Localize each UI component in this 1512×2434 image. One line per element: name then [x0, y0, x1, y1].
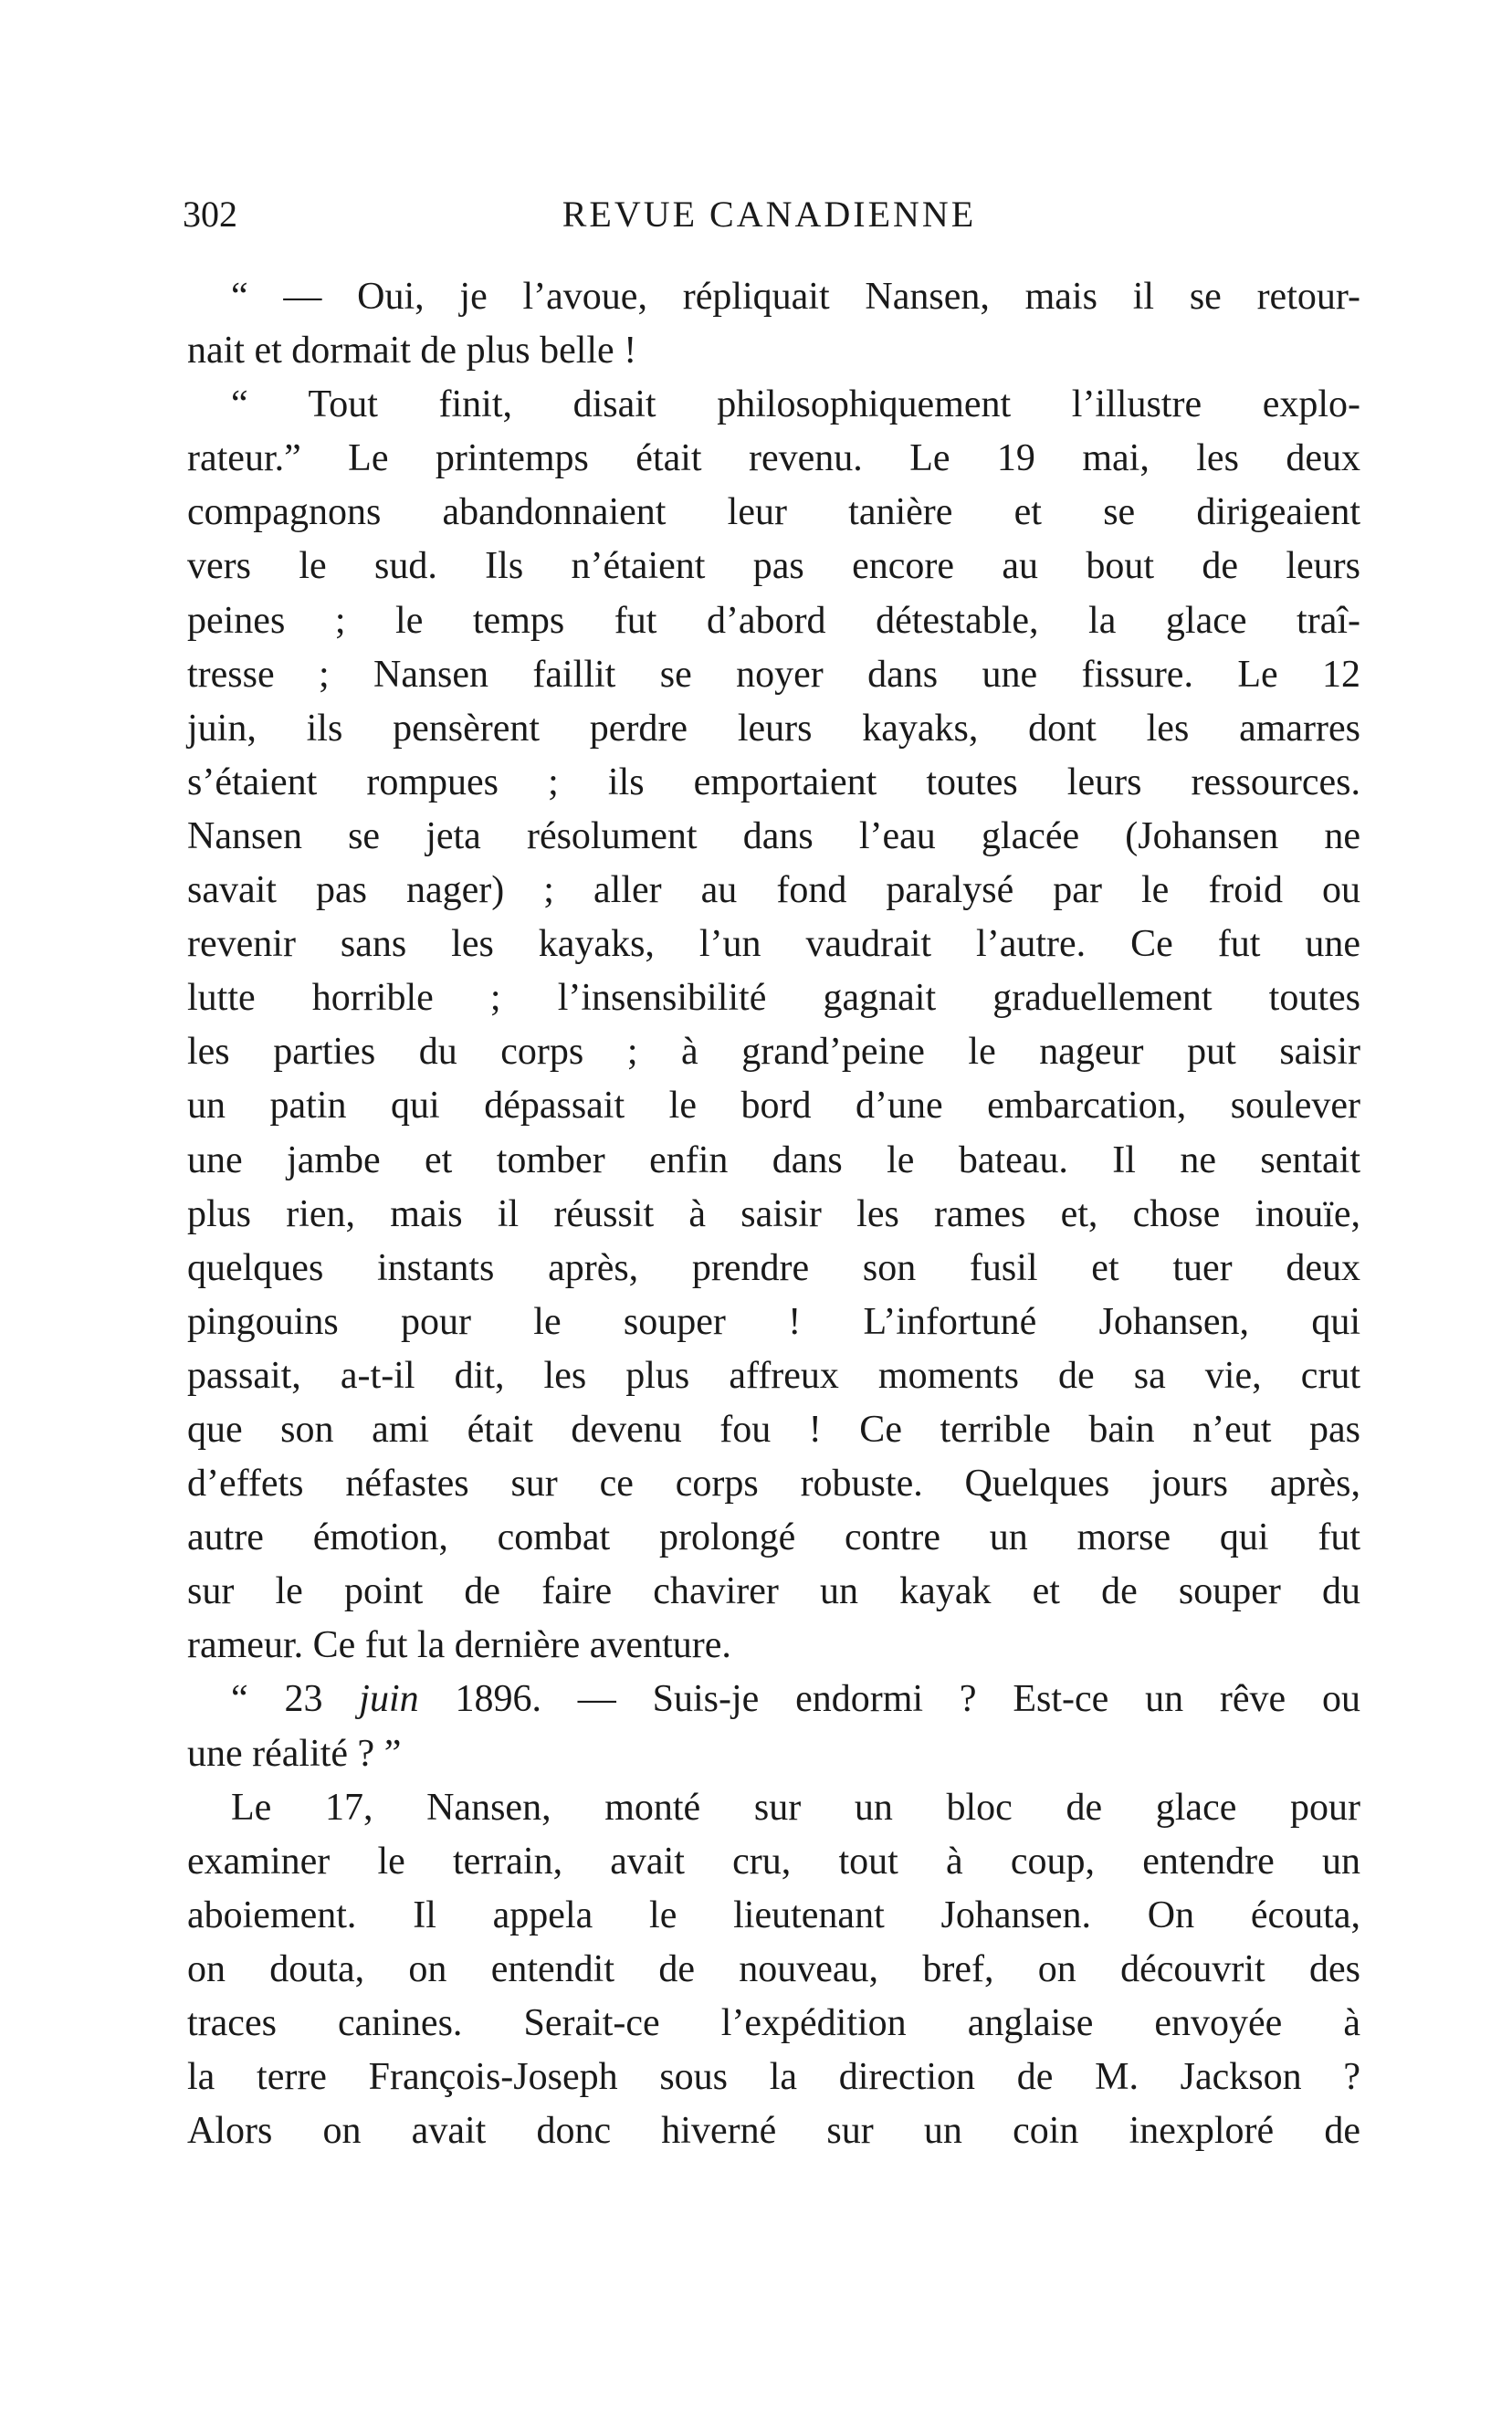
- text-line: vers le sud. Ils n’étaient pas encore au bout de leurs: [187, 545, 1360, 588]
- text-line: sur le point de faire chavirer un kayak et de souper du: [187, 1570, 1360, 1613]
- text-line: “ — Oui, je l’avoue, répliquait Nansen, mais il se retour-: [231, 276, 1360, 318]
- text-line: un patin qui dépassait le bord d’une embarcation, soulever: [187, 1085, 1360, 1128]
- italic-date: juin: [359, 1678, 419, 1721]
- text-line: rameur. Ce fut la dernière aventure.: [187, 1624, 731, 1667]
- text-line: savait pas nager) ; aller au fond paralysé par le froid ou: [187, 869, 1360, 912]
- text-line: [187, 1673, 1360, 1726]
- text-line: compagnons abandonnaient leur tanière et se dirigeaient: [187, 491, 1360, 534]
- text-line: Le 17, Nansen, monté sur un bloc de glace pour: [231, 1786, 1360, 1829]
- running-title: REVUE CANADIENNE: [562, 194, 977, 235]
- text-line: une réalité ? ”: [187, 1732, 402, 1775]
- running-head: [183, 187, 1356, 242]
- text-line: Alors on avait donc hiverné sur un coin inexploré de: [187, 2110, 1360, 2153]
- text-line: Nansen se jeta résolument dans l’eau glacée (Johansen ne: [187, 814, 1360, 857]
- text-line: quelques instants après, prendre son fusil et tuer deux: [187, 1246, 1360, 1289]
- text-line: autre émotion, combat prolongé contre un morse qui fut: [187, 1516, 1360, 1559]
- text-line: on douta, on entendit de nouveau, bref, on découvrit des: [187, 1947, 1360, 1990]
- text-line-prefix: “ 23: [231, 1678, 360, 1721]
- text-line: juin, ils pensèrent perdre leurs kayaks, dont les amarres: [187, 707, 1360, 750]
- text-line: d’effets néfastes sur ce corps robuste. Quelques jours après,: [187, 1463, 1360, 1506]
- text-line: nait et dormait de plus belle !: [187, 330, 637, 372]
- text-line-rest: 1896. — Suis-je endormi ? Est-ce un rêve ou: [418, 1678, 1360, 1721]
- text-line: une jambe et tomber enfin dans le bateau. Il ne sentait: [187, 1138, 1360, 1181]
- page-number: 302: [183, 194, 237, 235]
- text-line: “ Tout finit, disait philosophiquement l’illustre explo-: [231, 383, 1360, 426]
- body-text: [187, 270, 1360, 2158]
- text-line: aboiement. Il appela le lieutenant Johansen. On écouta,: [187, 1894, 1360, 1936]
- text-line: pingouins pour le souper ! L’infortuné Johansen, qui: [187, 1300, 1360, 1343]
- text-line: que son ami était devenu fou ! Ce terrible bain n’eut pas: [187, 1408, 1360, 1451]
- text-line: s’étaient rompues ; ils emportaient toutes leurs ressources.: [187, 761, 1360, 803]
- text-line: la terre François-Joseph sous la direction de M. Jackson ?: [187, 2056, 1360, 2099]
- text-line: examiner le terrain, avait cru, tout à coup, entendre un: [187, 1840, 1360, 1883]
- text-line: traces canines. Serait-ce l’expédition anglaise envoyée à: [187, 2002, 1360, 2044]
- text-line: lutte horrible ; l’insensibilité gagnait graduellement toutes: [187, 977, 1360, 1020]
- text-line: plus rien, mais il réussit à saisir les rames et, chose inouïe,: [187, 1192, 1360, 1235]
- text-line: passait, a-t-il dit, les plus affreux moments de sa vie, crut: [187, 1354, 1360, 1397]
- text-line: revenir sans les kayaks, l’un vaudrait l’autre. Ce fut une: [187, 923, 1360, 966]
- text-line: rateur.” Le printemps était revenu. Le 19 mai, les deux: [187, 437, 1360, 480]
- text-line: peines ; le temps fut d’abord détestable, la glace traî-: [187, 599, 1360, 642]
- text-line: les parties du corps ; à grand’peine le nageur put saisir: [187, 1031, 1360, 1074]
- text-line: tresse ; Nansen faillit se noyer dans une fissure. Le 12: [187, 653, 1360, 696]
